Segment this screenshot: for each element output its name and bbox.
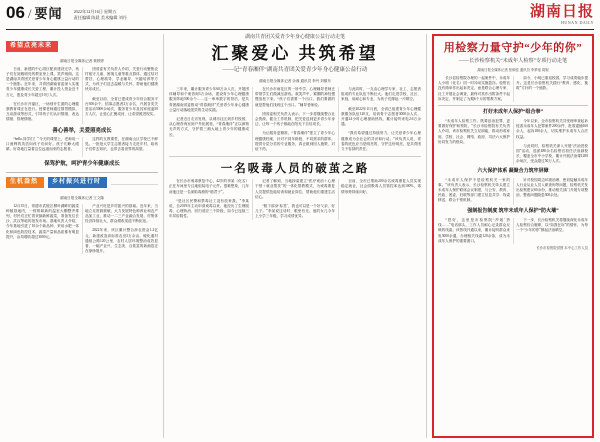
center-p10: “是社区民警和禁毒社工没有放弃我。”李某说，自2019年主动申请戒毒以来，他经历了生理脱毒、心理矫治、回归适应三个阶段，如今已连续三年尿检阴性。 xyxy=(169,198,249,219)
left-article-3-columns xyxy=(6,204,158,255)
center-article-2-columns xyxy=(169,179,421,219)
page-body xyxy=(6,34,594,438)
left-article-1-columns xyxy=(6,67,158,124)
center-p4: 团省委相关负责人表示，下一步将继续整合社会资源，健全工作机制，把关爱送到更多青少年身边，让每一个孩子都能在阳光下自信成长。 xyxy=(255,111,335,127)
right-p3: “未成年人检察工作，既要惩治犯罪，更要做好保护和预防。”长沙市检察院有关负责人介绍，该市检察机关立足职能，推动形成家庭、学校、社会、网络、政府、司法六大保护协同发力的格局。 xyxy=(438,119,510,144)
right-p9: 下一步，长沙检察机关将继续深化未成年人检察综合履职，以“如我在诉”的情怀，为每一个“少年的你”撑起法治晴空。 xyxy=(516,218,588,233)
left-byline-1: 湖南日报全媒体记者 黄婷婷 xyxy=(59,58,105,63)
right-p1: 长沙县检察院办理的一起案件中，未成年人小明（化名）因一时冲动实施盗窃。检察官没有简单作出起诉决定，而是联合心理专家、社工开展社会调查，最终对其作出附条件不起诉决定，并制定了为期6个月的帮教方案。 xyxy=(438,76,510,101)
right-divider-1 xyxy=(438,105,588,106)
center-p2: 记者近日走访发现，从城市社区到乡村校园，从心理咨询室到户外拓展营，“青春湘伴”正以润物无声的方式，守护着三湘大地上青少年的健康成长。 xyxy=(169,117,249,137)
center-divider xyxy=(169,156,421,157)
left-p9: 2022年来，该区累计整合涉农资金1.2亿元，新建改造高标准农田3万余亩，硬化通村通组公路120公里，农村人居环境整治成效显著，一幅产业兴、生态美、百姓富的新画卷正在徐徐展开。 xyxy=(85,228,158,254)
center-p8: “我们希望通过持续努力，让关爱青少年心理健康成为全社会的共识和行动。”该负责人说，青春的底色应当是明亮的，守护这份明亮，是共青团义不容辞的责任。 xyxy=(341,131,421,152)
center-p12: “脱下那身‘标签’，我也可以是一个好父亲、好儿子。”李某说这话时，眼里有光。他的女儿今年上小学三年级，学习成绩优异。 xyxy=(255,204,335,219)
masthead-left xyxy=(6,4,127,23)
center-p13: 目前，全市已帮助200余名戒毒康复人员实现稳定就业，社会面吸毒人员管控率达到100%，毒情形势持续向好。 xyxy=(341,179,421,194)
left-byline-2: 湖南日报全媒体记者 王文隆 xyxy=(59,195,105,200)
center-headline-2: 一名吸毒人员的破茧之路 xyxy=(220,163,370,176)
left-p7: 12月15日，常德市武陵区柳叶湖畔的蔬菜种植基地内，一排排崭新的温室大棚整齐排列，村民们正忙着采摘新鲜蔬菜，准备发往长沙、武汉等地的批发市场。基地负责人介绍，今年基地引进了10余个新品种，采用水肥一体化和绿色防控技术，蔬菜产量和品质都有明显提升，亩均增收超过3000元。 xyxy=(6,203,79,239)
right-p6: “未成年人保护不是检察机关一家的事。”该负责人表示，长沙检察机关牵头建立未成年人保护联席会议制度，与公安、教育、民政、团委、妇联等部门建立信息共享、线索移送、联合干预机制。 xyxy=(438,177,510,203)
issue-date: 2022年12月16日 星期五 xyxy=(73,9,117,14)
right-intro-columns xyxy=(438,76,588,102)
newspaper-logo: 湖南日报 xyxy=(529,4,594,20)
left-p4: 截至目前，全省已建成青少年综合服务平台300余个，招募志愿者2万余名，开展各类关爱活动5000余场次，服务青少年及其家庭逾50万人次，让爱心汇聚成河，让希望照进现实。 xyxy=(85,96,158,117)
center-subheadline: ——记“青春湘伴”湖南共青团关爱青少年身心健康公益行动 xyxy=(222,67,368,73)
right-section-1-columns xyxy=(438,119,588,165)
newspaper-logo-subtitle: HUNAN DAILY xyxy=(561,20,594,25)
center-headline: 汇聚爱心 共筑希望 xyxy=(211,44,379,63)
left-banner-rule xyxy=(111,184,158,185)
page-number: 06 xyxy=(6,3,25,22)
right-headline: 用检察力量守护“少年的你” xyxy=(443,42,583,54)
section-title: 要闻 xyxy=(34,6,63,21)
right-byline: 湖南日报全媒体记者 张颐佳 通讯员 李梦瑶 周妮 xyxy=(477,68,549,72)
center-p1: 三年来，累计服务青少年60万余人次，开展团体辅导和个案咨询3万余场，建设青少年心理健康服务阵地500余个……这一串串数字的背后，是共青团湖南省委推动“青春湘伴”关爱青少年身心健康公益行动落地见效的生动实践。 xyxy=(169,87,249,112)
right-p5: 与此同时，检察机关深入开展“法治进校园”活动，选派480余名检察官担任法治副校长，覆盖全市中小学校，累计开展法治课1200余场次，受众超过50万人次。 xyxy=(516,143,588,164)
masthead-meta xyxy=(74,9,127,23)
left-divider xyxy=(6,172,158,173)
left-p1: 日前，新建的中心园区配套建设完毕，孩子们在宽敞明亮的教室里上课，笑声朗朗。这是湖南共青团关爱青少年身心健康公益行动的一个缩影。近年来，共青团湖南省委深入实施青少年健康成长关爱工程，累计投入资金近千万元，惠及青少年超过10万人次。 xyxy=(6,66,79,97)
left-subheading-2: 保驾护航，呵护青少年健康成长 xyxy=(44,160,120,167)
center-p9: 在长沙市戒毒康复中心，42岁的李某（化名）正在车间里专注地组装电子元件。很难想象，几年前他还是一名深陷毒瘾的“瘾君子”。 xyxy=(169,179,249,194)
left-banner-vitality: 生机盎然 xyxy=(6,177,44,188)
center-p6: 与此同时，一支由心理学专家、社工、志愿者组成的专业队伍不断壮大。他们走进学校、社区、家庭，用耐心和专业，为孩子们撑起一片晴空。 xyxy=(341,87,421,102)
right-subheading-3: 强制报告制度 筑牢未成年人保护“防火墙” xyxy=(467,209,559,215)
right-section-2-columns xyxy=(438,178,588,205)
center-article-columns xyxy=(169,87,421,152)
right-feature-box xyxy=(432,34,594,438)
center-p5: 为让服务更精准，“青春湘伴”建立了青少年心理健康档案，针对不同年龄段、不同需求的群体，提供分层分类的专业服务，真正做到因人施策、对症下药。 xyxy=(255,131,335,152)
left-banner-hope: 希望点亮未来 xyxy=(6,41,58,52)
right-subheading-1: 打好未成年人保护“组合拳” xyxy=(482,110,543,116)
left-p8: 产业兴旺是乡村振兴的基础。近年来，当地立足资源禀赋，大力发展特色种养业和农产品加工业，推动一二三产业融合发展，村集体经济持续壮大，群众增收渠道不断拓宽。 xyxy=(85,203,158,224)
masthead-right xyxy=(530,4,594,26)
left-p2: 在长沙市开福区，一场别开生面的心理健康教育课正在进行。授课老师通过情景模拟、互动游戏等形式，引导孩子们认识情绪、表达情绪、管理情绪。 xyxy=(6,101,79,122)
masthead-slash: / xyxy=(27,6,32,21)
left-p5: “hello,同学们！”今天的课堂上，老师用一口流利的英语向孩子们问好。孩子们睁大眼睛，好奇地打量着这位远道而来的志愿者。 xyxy=(6,136,79,152)
left-p3: 团省委有关负责人介绍，关爱行动聚焦农村留守儿童、困境儿童等重点群体，通过结对帮扶、心理疏导、学业辅导、兴趣培养等方式，为孩子们送去温暖与关怀，帮助他们健康快乐成长。 xyxy=(85,66,158,92)
left-subheading-1: 善心善举，关爱照亮成长 xyxy=(52,127,112,134)
right-p4: 今年以来，全市检察机关共受理审查起诉侵害未成年人犯罪案件200余件，批准逮捕160余人，起诉180余人，切实维护未成年人合法权益。 xyxy=(516,119,588,139)
right-footer-credit: 长沙市检察院供图 本中心工作人员 xyxy=(536,246,588,251)
center-byline: 湖南日报全媒体记者 余蓉 通讯员 李丹 刘镇东 xyxy=(259,79,331,83)
right-p7: 针对校园周边环境治理、密切接触未成年人行业从业人员入职查询等问题，检察机关发出检察建议60余份，推动相关部门开展专项整治，整改问题隐患300余处。 xyxy=(516,177,588,198)
left-column xyxy=(6,34,158,438)
center-p3: 在长沙市雨花区的一所中学，心理辅导老师正带领学生们做减压游戏。欢笑声中，紧绷的神经慢慢放松下来。“孩子们需要一个出口，我们要做的就是帮他们找到这个出口。”辅导老师说。 xyxy=(255,87,335,107)
left-p6: 这样的支教课堂，在湖南山区学校已不鲜见。一批批大学生志愿者接力走进乡村，给孩子们带去知识，也带去看世界的渴望。 xyxy=(85,136,158,152)
right-subheading-2: 六大保护体系 凝聚合力筑牢屏障 xyxy=(477,168,549,174)
masthead xyxy=(6,4,594,30)
center-column xyxy=(163,34,427,438)
right-p8: “您好，这里是市检察院‘莎姐’热线……”电话那头，工作人员耐心记录群众反映的线索。该热线开通以来，累计接听群众来电3000余通，办理相关线索120余条，成为未成年人保护的重要窗口。 xyxy=(438,218,510,243)
left-article-2-columns xyxy=(6,137,158,157)
center-kicker: 湖南共青团关爱青少年身心健康公益行动走笔 xyxy=(244,35,345,40)
center-p11: 记者了解到，当地探索建立“医疗戒治＋心理干预＋就业帮扶”的一体化帮教模式，为戒毒康复人员提供技能培训和就业岗位，帮助他们重建生活信心。 xyxy=(255,179,335,199)
editor-credits: 责任编辑 陈晨 美术编辑 刘丹 xyxy=(73,15,127,20)
right-section-3-columns xyxy=(438,218,588,244)
left-banner-row-2 xyxy=(6,177,158,192)
right-p2: 如今，小明已重返校园，学习成绩稳步提升。这是长沙检察机关践行“教育、感化、挽救”方针的一个缩影。 xyxy=(516,76,588,91)
left-banner-rural: 乡村振兴进行时 xyxy=(48,177,107,188)
right-subheadline: ——长沙检察机关“未成年人检察”专项行动走笔 xyxy=(458,58,568,64)
center-p7: 截至2022年11月底，全省已组建青少年心理健康服务队伍120支，培训骨干志愿者3000余人次，开通24小时心理援助热线，累计接听来电2.6万余通。 xyxy=(341,106,421,127)
